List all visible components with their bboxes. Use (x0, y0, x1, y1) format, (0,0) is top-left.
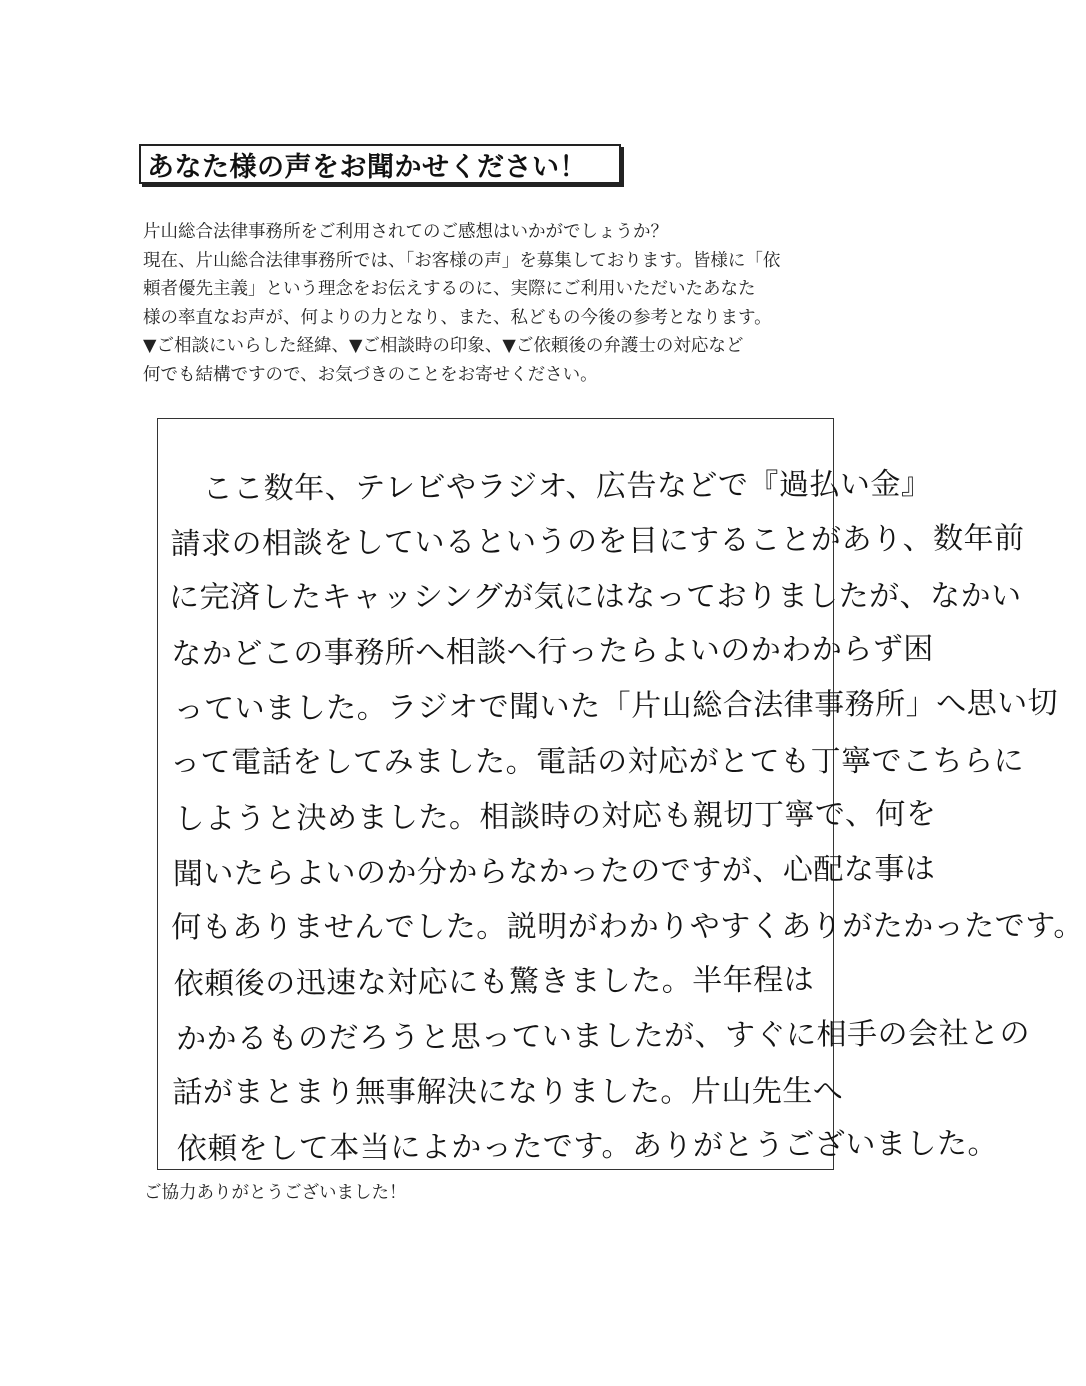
thanks-text: ご協力ありがとうございました！ (144, 1183, 407, 1203)
comment-line: って電話をしてみました。電話の対応がとても丁寧でこちらに (170, 743, 1025, 781)
comment-line: 聞いたらよいのか分からなかったのですが、心配な事は (172, 851, 936, 892)
comment-line: 話がまとまり無事解決になりました。片山先生へ (172, 1074, 844, 1111)
comment-line: なかどこの事務所へ相談へ行ったらよいのかわからず困 (171, 631, 934, 672)
intro-line: 片山総合法律事務所をご利用されてのご感想はいかがでしょうか？ (143, 222, 668, 242)
heading-box (139, 144, 621, 184)
intro-line: ▼ご相談にいらした経緯、▼ご相談時の印象、▼ご依頼後の弁護士の対応など (143, 336, 744, 356)
intro-text (143, 218, 853, 389)
comment-line: 何もありませんでした。説明がわかりやすくありがたかったです。 (171, 908, 1084, 946)
handwritten-comment (168, 457, 1084, 1177)
comment-line: ここ数年、テレビやラジオ、広告などで『過払い金』 (172, 466, 932, 507)
comment-line: 依頼後の迅速な対応にも驚きました。半年程は (173, 962, 815, 1002)
intro-line: 何でも結構ですので、お気づきのことをお寄せください。 (143, 364, 598, 385)
comment-line: に完済したキャッシングが気にはなっておりましたが、なかい (168, 578, 1022, 616)
comment-line: かかるものだろうと思っていましたが、すぐに相手の会社との (175, 1016, 1031, 1057)
intro-line: 頼者優先主義」という理念をお伝えするのに、実際にご利用いただいたあなた (143, 279, 756, 299)
comment-line: 請求の相談をしているというのを目にすることがあり、数年前 (170, 521, 1025, 562)
page-title: あなた様の声をお聞かせください！ (147, 151, 587, 183)
intro-line: 現在、片山総合法律事務所では、「お客様の声」を募集しております。皆様に「依 (143, 250, 781, 271)
comment-line: 依頼をして本当によかったです。ありがとうございました。 (176, 1126, 999, 1167)
intro-line: 様の率直なお声が、何よりの力となり、また、私どもの今後の参考となります。 (143, 307, 772, 328)
comment-line: っていました。ラジオで聞いた「片山総合法律事務所」へ思い切 (173, 685, 1059, 727)
comment-line: しようと決めました。相談時の対応も親切丁寧で、何を (174, 796, 937, 837)
